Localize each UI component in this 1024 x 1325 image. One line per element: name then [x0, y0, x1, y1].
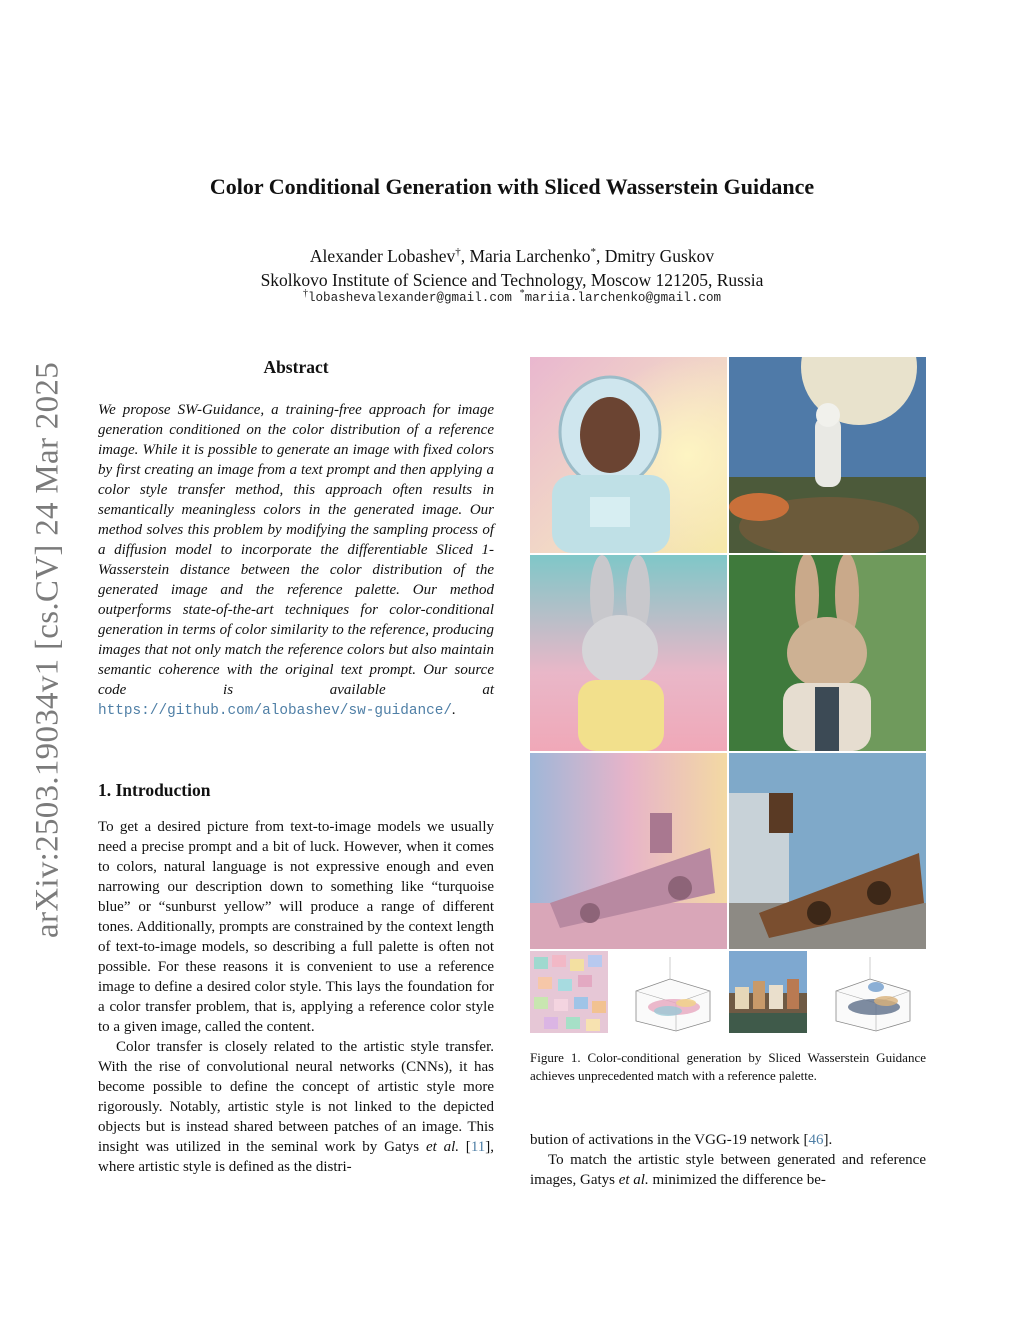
email-link[interactable]: mariia.larchenko@gmail.com: [524, 291, 722, 305]
code-link[interactable]: https://github.com/alobashev/sw-guidance/: [98, 703, 453, 719]
body-paragraph-text: .: [828, 1132, 833, 1148]
author-name: Maria Larchenko: [469, 245, 591, 266]
author-block: [0, 240, 1024, 292]
author-name: Alexander Lobashev: [309, 245, 456, 266]
train-pastel-image: [530, 753, 727, 949]
figure-1: [530, 357, 926, 1033]
palette-scatter-plot-pastel: [630, 951, 714, 1033]
rabbit-reference-image: [729, 555, 926, 751]
intro-paragraph-text: Color transfer is closely related to the artistic style transfer. With the rise of convolutional neural networks (CNNs), it has become possible to define the concept of artistic style more rigorously. Notably, artistic style is not linked to the depicted objects but is instead shared between patches of an image. This insight was utilized in the seminal work by Gatys: [98, 1039, 494, 1155]
citation-link[interactable]: 46: [808, 1132, 824, 1148]
intro-paragraph: Color transfer is closely related to the artistic style transfer. With the rise of convolutional neural networks (CNNs), it has become possible to define the concept of artistic style more rigorously. Notably, artistic style is not linked to the depicted objects but is instead shared between patches of an image. This insight was utilized in the seminal work by Gatys et al. [11], where artistic style is defined as the distri-: [98, 1039, 495, 1175]
intro-paragraph-text: , where artistic style is defined as the distri-: [98, 1139, 495, 1175]
author-mark: *: [590, 246, 596, 258]
body-paragraph-text: To match the artistic style between generated and reference images, Gatys: [530, 1152, 926, 1188]
right-column-text: [530, 1130, 926, 1190]
abstract-heading: Abstract: [263, 357, 329, 377]
body-paragraph: bution of activations in the VGG-19 network [46].: [530, 1132, 833, 1148]
abstract-text: [98, 400, 494, 721]
abstract-end: .: [452, 702, 456, 718]
arxiv-identifier: arXiv:2503.19034v1 [cs.CV] 24 Mar 2025: [29, 362, 66, 938]
email-mark: *: [519, 288, 525, 299]
citation-link[interactable]: 11: [470, 1139, 486, 1155]
author-mark: †: [455, 246, 461, 258]
paper-title: Color Conditional Generation with Sliced Wasserstein Guidance: [209, 174, 815, 199]
body-paragraph: [530, 1150, 926, 1190]
figure-1-caption: Figure 1. Color-conditional generation by Sliced Wasserstein Guidance achieves unprecedented match with a reference palette.: [530, 1050, 926, 1083]
astronaut-pastel-image: [530, 357, 727, 553]
email-link[interactable]: lobashevalexander@gmail.com: [307, 291, 512, 305]
palette-scatter-plot-reference: [830, 951, 914, 1033]
body-paragraph-text: bution of activations in the VGG-19 network: [530, 1132, 800, 1148]
affiliation: Skolkovo Institute of Science and Technology, Moscow 121205, Russia: [260, 269, 764, 290]
email-line: [0, 288, 1024, 305]
train-reference-image: [729, 753, 926, 949]
astronaut-reference-image: [729, 357, 926, 553]
et-al: et al.: [618, 1172, 649, 1188]
introduction-text: [98, 817, 494, 1177]
body-paragraph-text: minimized the difference be-: [648, 1172, 826, 1188]
et-al: et al.: [425, 1139, 459, 1155]
intro-paragraph: To get a desired picture from text-to-image models we usually need a precise prompt and a bit of luck. However, when it comes to colors, natural language is not expressive enough and even narrowing our description down to something like “turquoise blue” or “sunburst yellow” will produce a range of different tones. Additionally, prompts are constrained by the context length of text-to-image models, so describing a full palette is often not possible. For these reasons it is convenient to use a reference image to define a desired color style. This lays the foundation for a color transfer problem, that is, applying a reference color style to a given image, called the content.: [98, 819, 494, 1035]
reference-palette-town-thumbnail: [729, 951, 807, 1033]
abstract-body: We propose SW-Guidance, a training-free approach for image generation conditioned on the color distribution of a reference image. While it is possible to generate an image with fixed colors by first creating an image from a text prompt and then applying a color style transfer method, this approach often results in semantically meaningless colors in the generated image. Our method solves this problem by modifying the sampling process of a diffusion model to incorporate the differentiable Sliced 1-Wasserstein distance between the color distribution of the generated image and the reference palette. Our method outperforms state-of-the-art techniques for color-conditional generation in terms of color similarity to the reference, producing images that not only match the reference colors but also maintain semantic coherence with the original text prompt. Our source code is available at: [98, 402, 494, 698]
author-name: Dmitry Guskov: [604, 245, 715, 266]
rabbit-pastel-image: [530, 555, 727, 751]
section-heading-introduction: 1. Introduction: [98, 780, 211, 800]
email-mark: †: [302, 288, 308, 299]
reference-palette-candy-thumbnail: [530, 951, 608, 1033]
author-list: Alexander Lobashev†, Maria Larchenko*, Dmitry Guskov: [309, 245, 715, 266]
